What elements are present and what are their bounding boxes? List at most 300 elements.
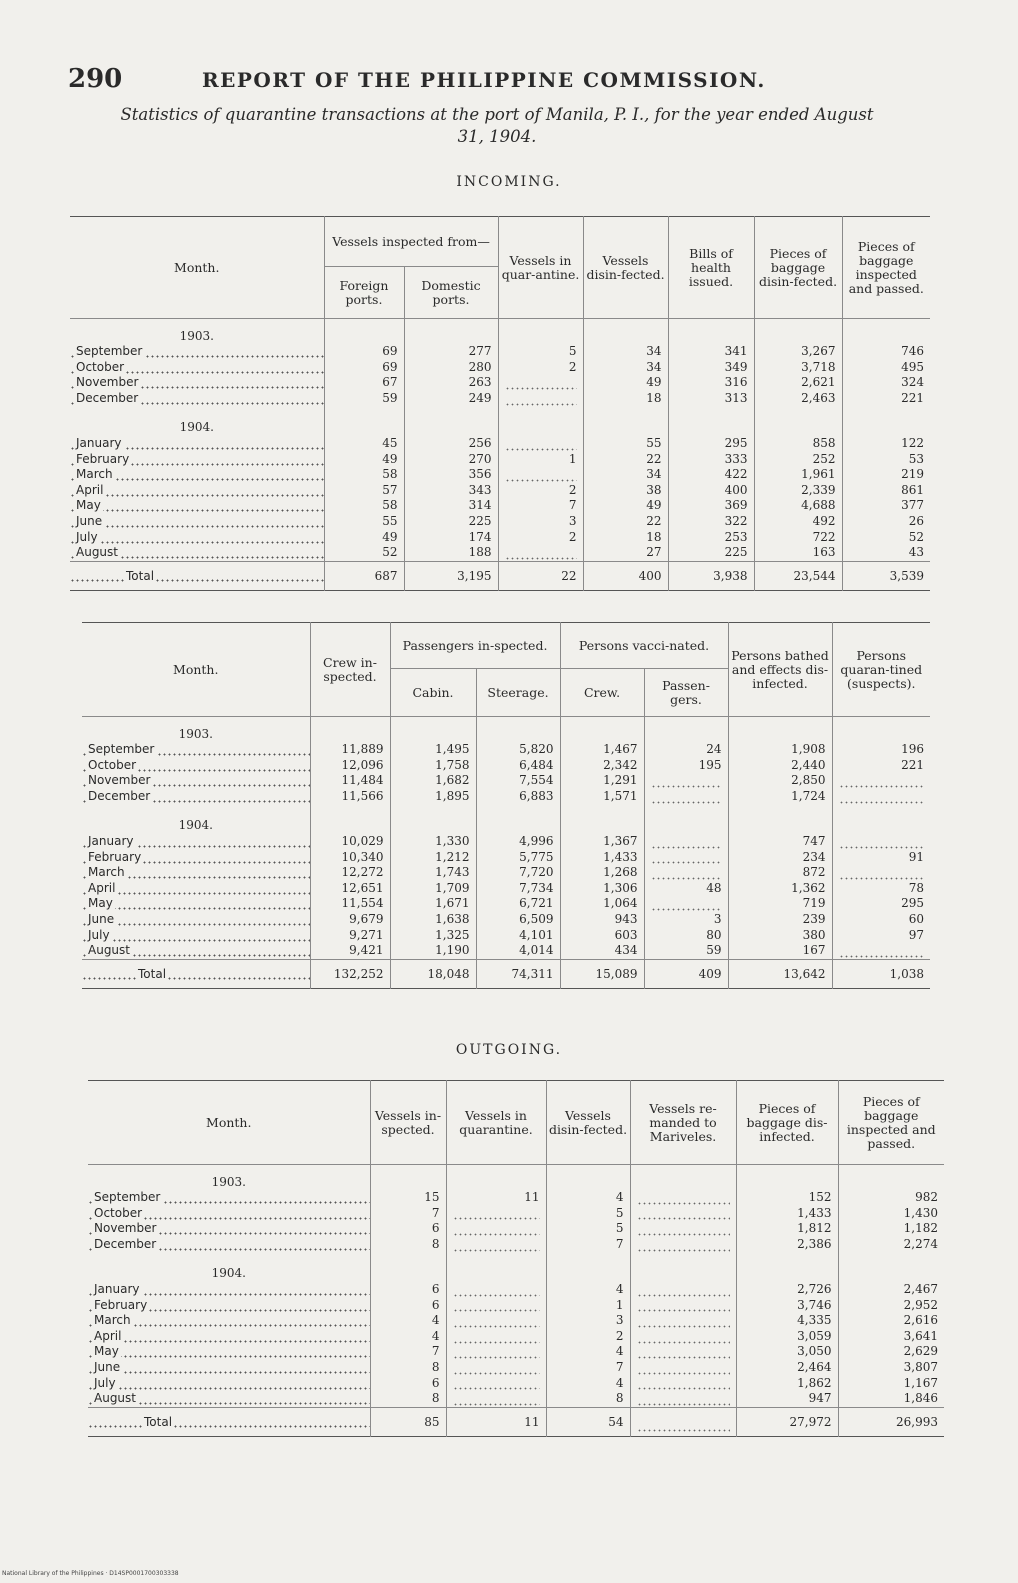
incoming-vessels-table [70,216,930,591]
data-cell: 377 [842,498,930,514]
dot-leader [637,1420,730,1432]
month-cell [88,1376,370,1392]
header-vessels-disinfected: Vessels disin-fected. [583,217,668,319]
data-cell: 4,014 [476,943,560,959]
month-cell [88,1190,370,1206]
table-row [70,436,930,452]
total-label-cell [82,959,310,988]
data-cell: 3,807 [838,1360,944,1376]
data-cell: 11,889 [310,742,390,758]
data-cell: 27 [583,545,668,561]
table-row [82,789,930,805]
table-row [82,928,930,944]
table-row [82,758,930,774]
data-cell: 861 [842,483,930,499]
dot-leader [637,1378,730,1390]
data-cell: 295 [668,436,754,452]
data-cell: 18 [583,391,668,407]
data-cell: 349 [668,360,754,376]
data-cell [644,789,728,805]
outgoing-vessels-table [88,1080,944,1437]
empty-cell [498,325,583,345]
spacer-cell [838,1252,944,1262]
data-cell: 1,367 [560,834,644,850]
total-cell: 26,993 [838,1407,944,1436]
month-label: June [88,912,115,927]
spacer-cell [82,804,310,814]
spacer-cell [310,804,390,814]
month-cell [88,1360,370,1376]
dot-leader [839,792,925,804]
data-cell [446,1221,546,1237]
spacer-cell [446,1252,546,1262]
data-cell: 369 [668,498,754,514]
data-cell: 8 [370,1360,446,1376]
data-cell: 57 [324,483,404,499]
month-cell [70,467,324,483]
spacer-cell [630,1252,736,1262]
data-cell: 5,820 [476,742,560,758]
dot-leader [637,1332,730,1344]
month-label: September [94,1190,161,1205]
data-cell: 5 [546,1221,630,1237]
data-cell: 1,291 [560,773,644,789]
data-cell: 947 [736,1391,838,1407]
dot-leader [453,1224,540,1236]
dot-leader [637,1347,730,1359]
month-label: March [94,1313,131,1328]
empty-cell [842,325,930,345]
data-cell: 2,629 [838,1344,944,1360]
data-cell: 59 [644,943,728,959]
empty-cell [404,325,498,345]
total-cell: 22 [498,561,583,590]
spacer-cell [728,804,832,814]
data-cell [446,1376,546,1392]
data-cell: 49 [583,498,668,514]
empty-cell [644,814,728,834]
month-cell [70,375,324,391]
data-cell [446,1329,546,1345]
spacer-cell [842,406,930,416]
table-row [70,452,930,468]
header-vessels-in-quarantine: Vessels in quarantine. [446,1081,546,1165]
table-row [82,896,930,912]
total-row [70,561,930,590]
month-cell [82,896,310,912]
data-cell [446,1206,546,1222]
data-cell [630,1190,736,1206]
year-label: 1904. [178,818,213,833]
month-label: September [88,742,155,757]
data-cell: 2,616 [838,1313,944,1329]
data-cell: 341 [668,344,754,360]
data-cell: 6,721 [476,896,560,912]
table-row [88,1237,944,1253]
data-cell: 2,464 [736,1360,838,1376]
table-row [70,483,930,499]
data-cell: 322 [668,514,754,530]
spacer-cell [546,1252,630,1262]
spacer-cell [560,804,644,814]
data-cell: 252 [754,452,842,468]
header-bills-of-health: Bills of health issued. [668,217,754,319]
spacer-row [88,1252,944,1262]
header-vessels-disinfected: Vessels disin-fected. [546,1081,630,1165]
data-cell: 8 [546,1391,630,1407]
dot-leader [839,946,925,958]
table-row [70,344,930,360]
data-cell: 4,101 [476,928,560,944]
year-label: 1904. [211,1266,246,1281]
month-label: January [94,1282,140,1297]
dot-leader [453,1300,540,1312]
data-cell: 295 [832,896,930,912]
dot-leader [637,1224,730,1236]
data-cell [630,1237,736,1253]
dot-leader [637,1208,730,1220]
data-cell: 55 [324,514,404,530]
data-cell [630,1206,736,1222]
data-cell [630,1360,736,1376]
data-cell: 1,495 [390,742,476,758]
data-cell [446,1298,546,1314]
header-persons-quarantined: Persons quaran-tined (suspects). [832,623,930,717]
data-cell: 4 [546,1376,630,1392]
empty-cell [546,1262,630,1282]
empty-cell [583,416,668,436]
data-cell: 280 [404,360,498,376]
total-cell: 15,089 [560,959,644,988]
data-cell [446,1282,546,1298]
data-cell: 7 [546,1360,630,1376]
month-cell [82,773,310,789]
month-cell [82,912,310,928]
data-cell: 6,883 [476,789,560,805]
title-line-2: 31, 1904. [457,127,537,146]
data-cell [644,865,728,881]
year-label: 1904. [179,420,214,435]
spacer-cell [476,804,560,814]
data-cell: 253 [668,530,754,546]
month-cell [70,436,324,452]
data-cell: 1,846 [838,1391,944,1407]
spacer-cell [88,1252,370,1262]
dot-leader [453,1332,540,1344]
data-cell: 7 [370,1344,446,1360]
month-label: July [88,927,110,942]
month-cell [82,865,310,881]
data-cell: 2,952 [838,1298,944,1314]
empty-cell [560,723,644,743]
data-cell: 49 [324,452,404,468]
month-cell [82,850,310,866]
data-cell: 3,059 [736,1329,838,1345]
empty-cell [728,723,832,743]
header-baggage-inspected: Pieces of baggage inspected and passed. [838,1081,944,1165]
data-cell: 1,190 [390,943,476,959]
header-passengers: Passen-gers. [644,669,728,717]
table-row [88,1298,944,1314]
data-cell: 9,421 [310,943,390,959]
page-number: 290 [68,64,123,94]
data-cell: 9,679 [310,912,390,928]
data-cell: 34 [583,360,668,376]
data-cell: 58 [324,498,404,514]
data-cell [446,1391,546,1407]
empty-cell [630,1171,736,1191]
dot-leader [637,1394,730,1406]
table-row [88,1190,944,1206]
year-row [88,1262,944,1282]
header-baggage-disinfected: Pieces of baggage disin-fected. [754,217,842,319]
year-row [82,814,930,834]
month-label: September [76,344,143,359]
header-crew-inspected: Crew in-spected. [310,623,390,717]
month-label: January [76,436,122,451]
data-cell: 858 [754,436,842,452]
data-cell: 225 [404,514,498,530]
data-cell: 343 [404,483,498,499]
data-cell: 6 [370,1376,446,1392]
incoming-heading: INCOMING. [456,174,562,190]
data-cell: 719 [728,896,832,912]
empty-cell [668,325,754,345]
total-label-cell [88,1407,370,1436]
data-cell: 8 [370,1391,446,1407]
data-cell: 3,718 [754,360,842,376]
year-row [88,1171,944,1191]
data-cell: 1,862 [736,1376,838,1392]
data-cell: 122 [842,436,930,452]
dot-leader [637,1316,730,1328]
data-cell [498,545,583,561]
data-cell: 277 [404,344,498,360]
month-label: April [76,482,104,497]
table-row [88,1282,944,1298]
month-label: April [94,1328,122,1343]
month-label: May [76,498,101,513]
empty-cell [498,416,583,436]
table-row [70,498,930,514]
dot-leader [651,899,722,911]
month-label: July [76,529,98,544]
data-cell: 1,908 [728,742,832,758]
data-cell: 380 [728,928,832,944]
data-cell: 221 [832,758,930,774]
data-cell: 6 [370,1221,446,1237]
month-label: December [88,788,151,803]
data-cell [644,896,728,912]
dot-leader [453,1316,540,1328]
month-label: May [94,1344,119,1359]
data-cell [644,850,728,866]
empty-cell [370,1171,446,1191]
table-row [82,865,930,881]
data-cell: 196 [832,742,930,758]
table-row [82,881,930,897]
empty-cell [736,1262,838,1282]
data-cell: 7,720 [476,865,560,881]
spacer-cell [644,804,728,814]
empty-cell [838,1171,944,1191]
month-label: April [88,880,116,895]
month-label: November [94,1221,157,1236]
month-cell [88,1313,370,1329]
month-cell [82,789,310,805]
data-cell: 2 [498,360,583,376]
data-cell: 1,306 [560,881,644,897]
month-label: March [88,865,125,880]
empty-cell [310,723,390,743]
dot-leader [505,470,577,482]
total-cell: 409 [644,959,728,988]
data-cell: 2,467 [838,1282,944,1298]
table-row [70,391,930,407]
data-cell: 67 [324,375,404,391]
header-vessels-in-quarantine: Vessels in quar-antine. [498,217,583,319]
spacer-cell [70,406,324,416]
data-cell: 52 [324,545,404,561]
data-cell: 80 [644,928,728,944]
spacer-row [70,406,930,416]
data-cell: 12,651 [310,881,390,897]
total-cell: 23,544 [754,561,842,590]
data-cell: 10,340 [310,850,390,866]
data-cell: 3,641 [838,1329,944,1345]
month-label: February [76,451,130,466]
empty-cell [728,814,832,834]
year-row [70,416,930,436]
data-cell: 167 [728,943,832,959]
data-cell [832,865,930,881]
year-row [82,723,930,743]
data-cell: 3,267 [754,344,842,360]
data-cell: 11,484 [310,773,390,789]
data-cell: 603 [560,928,644,944]
data-cell: 11 [446,1190,546,1206]
month-cell [88,1329,370,1345]
month-cell [88,1282,370,1298]
dot-leader [651,776,722,788]
header-crew: Crew. [560,669,644,717]
year-label: 1903. [179,328,214,343]
dot-leader [651,792,722,804]
total-cell [630,1407,736,1436]
data-cell: 239 [728,912,832,928]
empty-cell [476,723,560,743]
data-cell: 1,709 [390,881,476,897]
data-cell: 91 [832,850,930,866]
total-cell: 132,252 [310,959,390,988]
data-cell [498,467,583,483]
data-cell: 6 [370,1282,446,1298]
running-head: REPORT OF THE PHILIPPINE COMMISSION. [202,68,766,92]
data-cell: 4 [546,1344,630,1360]
data-cell: 26 [842,514,930,530]
header-baggage-disinfected: Pieces of baggage dis-infected. [736,1081,838,1165]
data-cell: 1,430 [838,1206,944,1222]
data-cell: 2 [498,530,583,546]
data-cell: 152 [736,1190,838,1206]
dot-leader [637,1363,730,1375]
header-cabin: Cabin. [390,669,476,717]
data-cell: 22 [583,452,668,468]
data-cell: 4 [370,1313,446,1329]
data-cell: 2,386 [736,1237,838,1253]
empty-cell [754,325,842,345]
empty-cell [324,325,404,345]
total-cell: 11 [446,1407,546,1436]
month-cell [88,1221,370,1237]
empty-cell [832,814,930,834]
header-persons-bathed: Persons bathed and effects dis-infected. [728,623,832,717]
data-cell: 221 [842,391,930,407]
month-label: October [88,757,137,772]
data-cell: 195 [644,758,728,774]
empty-cell [404,416,498,436]
total-cell: 18,048 [390,959,476,988]
total-cell: 27,972 [736,1407,838,1436]
incoming-persons-table [82,622,930,989]
data-cell [498,391,583,407]
header-domestic-ports: Domestic ports. [404,267,498,319]
header-vessels-inspected-from: Vessels inspected from— [324,217,498,267]
header-vessels-inspected: Vessels in-spected. [370,1081,446,1165]
table-row [70,514,930,530]
dot-leader [453,1240,540,1252]
table-row [82,834,930,850]
data-cell: 313 [668,391,754,407]
data-cell: 10,029 [310,834,390,850]
data-cell: 1,064 [560,896,644,912]
data-cell: 2 [498,483,583,499]
data-cell: 15 [370,1190,446,1206]
data-cell: 2 [546,1329,630,1345]
empty-cell [370,1262,446,1282]
total-label: Total [144,1414,173,1429]
month-cell [88,1298,370,1314]
data-cell: 5,775 [476,850,560,866]
header-foreign-ports: Foreign ports. [324,267,404,319]
data-cell: 2,339 [754,483,842,499]
data-cell: 1,812 [736,1221,838,1237]
empty-cell [546,1171,630,1191]
month-label: March [76,467,113,482]
data-cell: 52 [842,530,930,546]
data-cell: 1,212 [390,850,476,866]
month-cell [88,1391,370,1407]
empty-cell [446,1171,546,1191]
total-cell: 400 [583,561,668,590]
empty-cell [583,325,668,345]
spacer-cell [390,804,476,814]
month-label: June [76,514,103,529]
data-cell: 746 [842,344,930,360]
spacer-cell [668,406,754,416]
data-cell: 1 [546,1298,630,1314]
data-cell: 314 [404,498,498,514]
data-cell [644,773,728,789]
data-cell: 22 [583,514,668,530]
data-cell: 1,467 [560,742,644,758]
month-label: August [76,545,118,560]
dot-leader [839,776,925,788]
data-cell: 2,726 [736,1282,838,1298]
data-cell: 4,688 [754,498,842,514]
data-cell: 3 [644,912,728,928]
data-cell: 49 [324,530,404,546]
